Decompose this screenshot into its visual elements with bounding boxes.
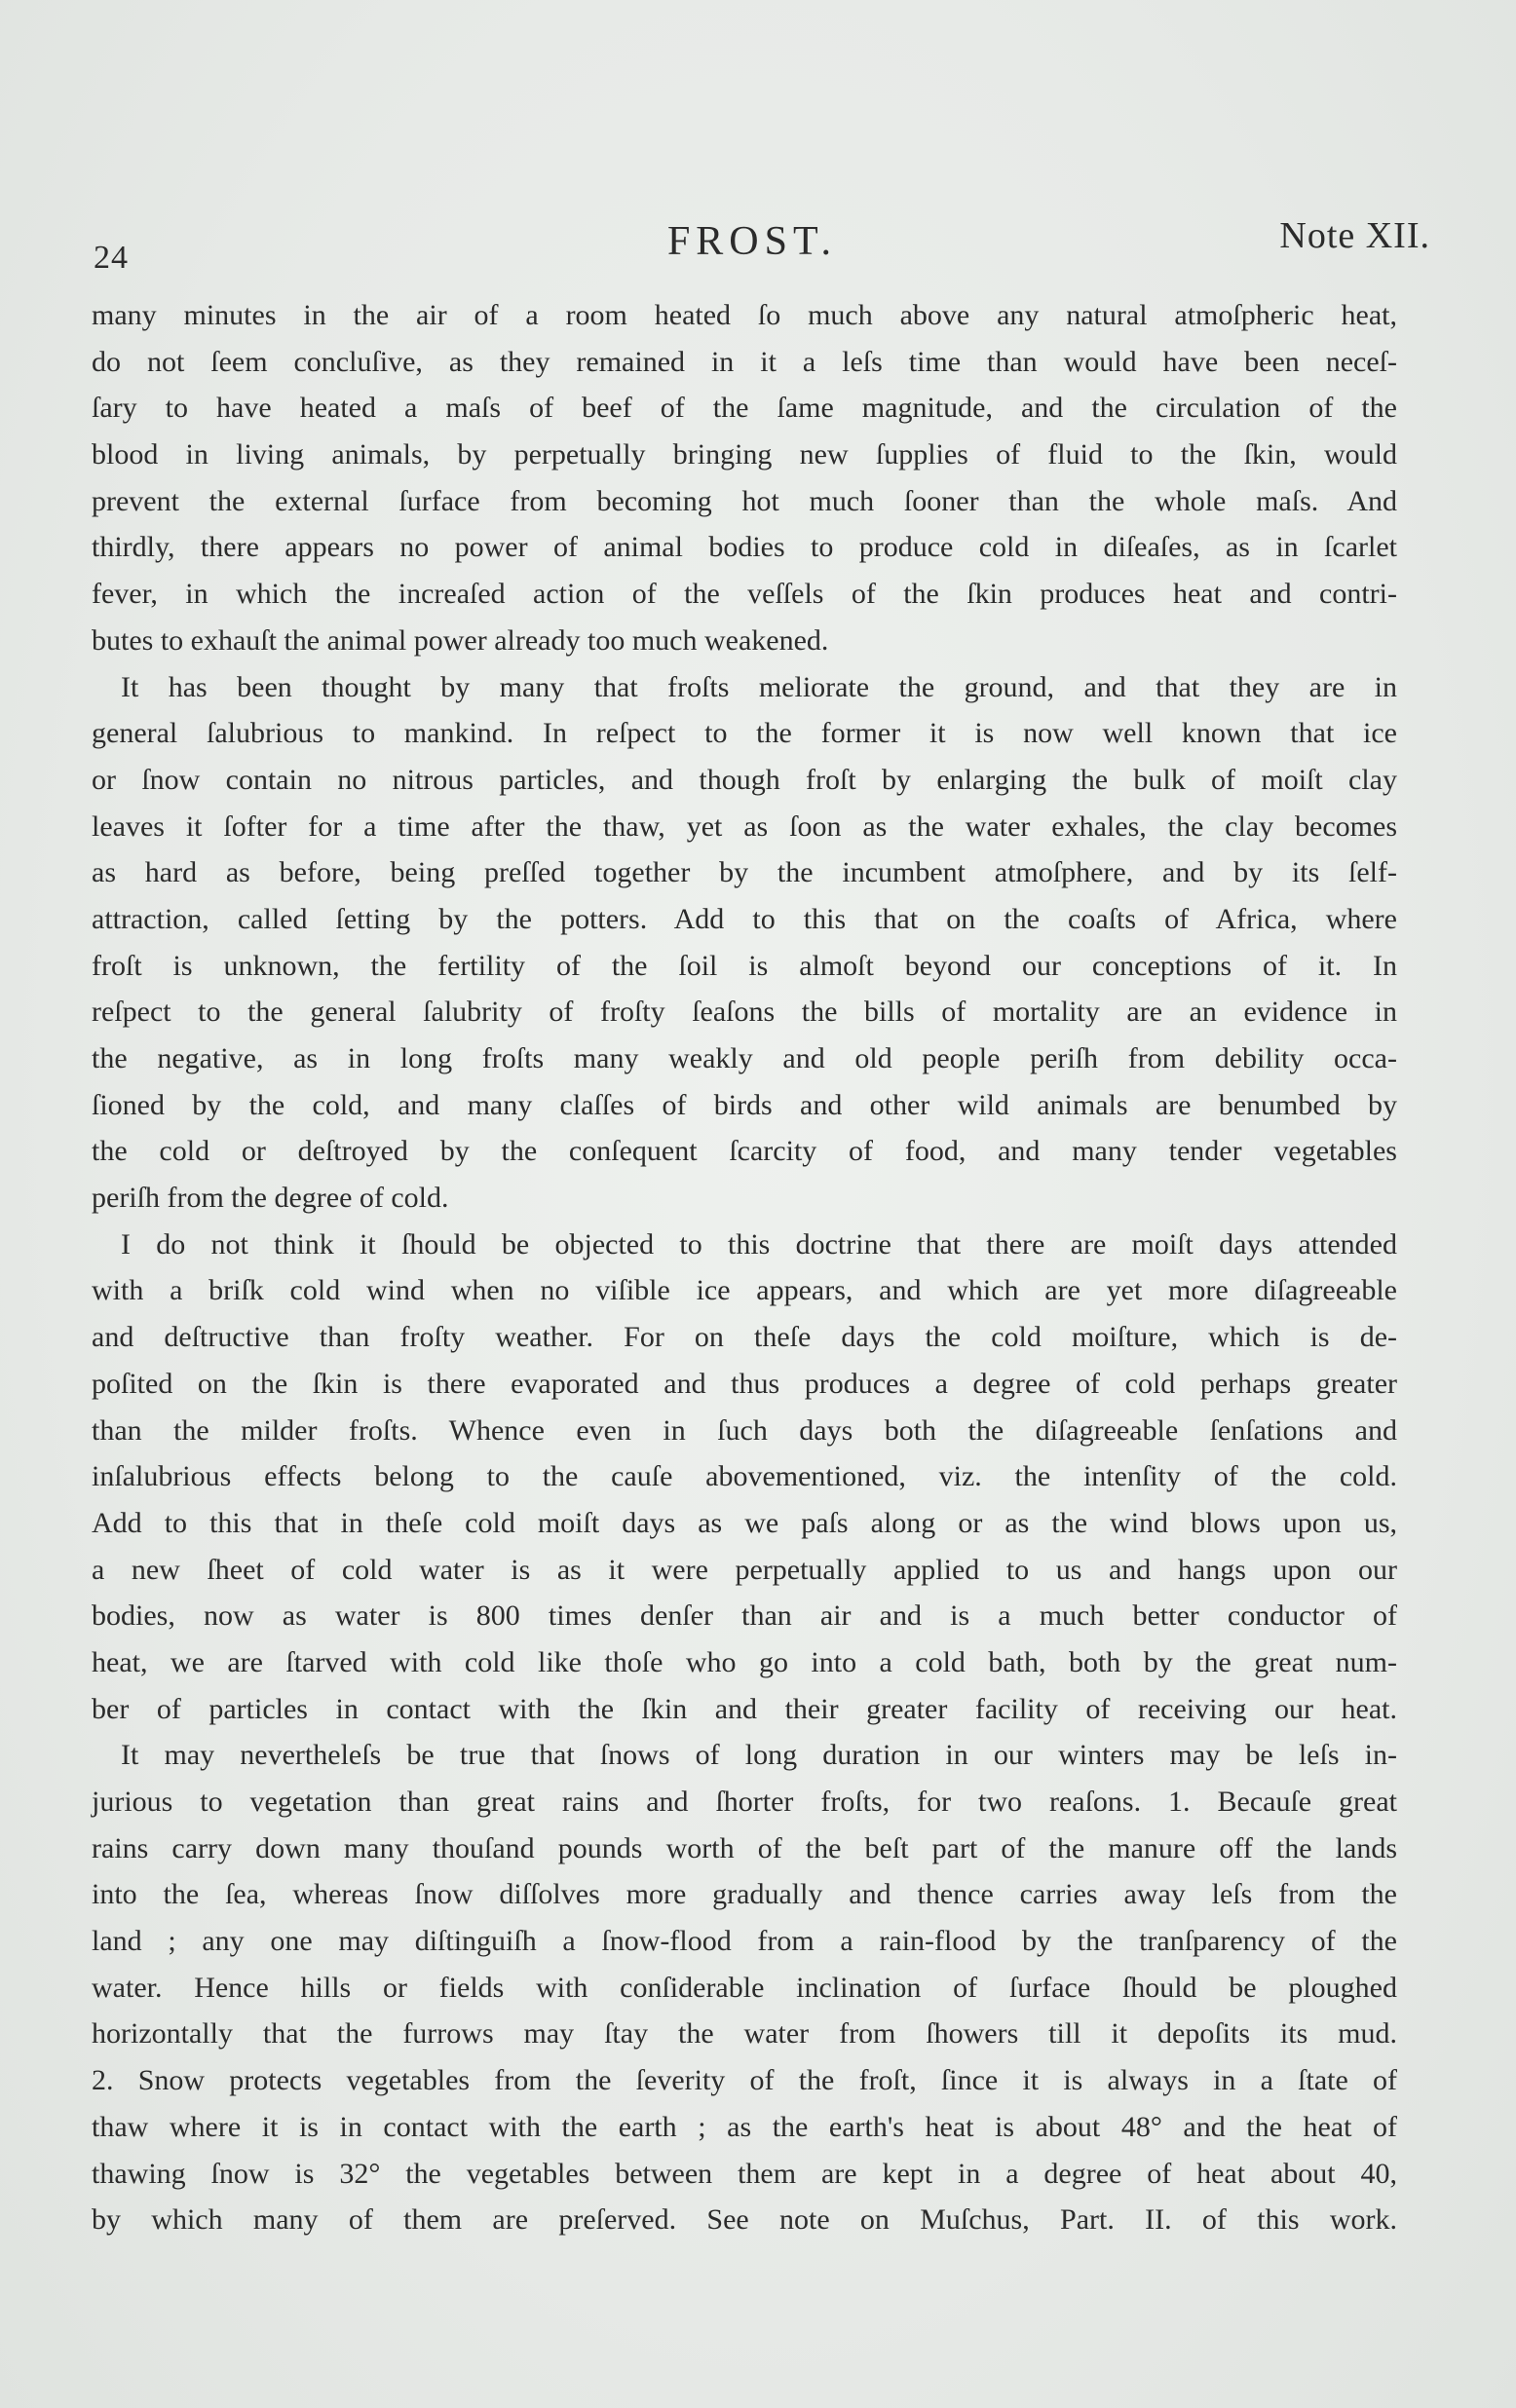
text-line: thaw where it is in contact with the earth ; as the earth's heat is about 48° and the heat of (92, 2110, 1397, 2143)
text-line: poſited on the ſkin is there evaporated and thus produces a degree of cold perhaps greater (92, 1367, 1397, 1400)
page-number: 24 (94, 240, 129, 276)
text-line: horizontally that the furrows may ſtay the water from ſhowers till it depoſits its mud. (92, 2017, 1397, 2051)
paragraph-2 (92, 664, 1397, 1222)
text-line: land ; any one may diſtinguiſh a ſnow-flood from a rain-flood by the tranſparency of the (92, 1925, 1397, 1958)
text-line: a new ſheet of cold water is as it were perpetually applied to us and hangs upon our (92, 1553, 1397, 1586)
running-title: FROST. (666, 219, 838, 264)
text-line: It has been thought by many that froſts meliorate the ground, and that they are in (121, 670, 1397, 703)
text-line: reſpect to the general ſalubrity of froſty ſeaſons the bills of mortality are an evidence in (92, 996, 1397, 1029)
text-line: heat, we are ſtarved with cold like thoſe who go into a cold bath, both by the great num- (92, 1645, 1397, 1678)
note-label: Note XII. (1279, 215, 1430, 256)
text-line: thawing ſnow is 32° the vegetables between them are kept in a degree of heat about 40, (92, 2157, 1397, 2190)
text-line: periſh from the degree of cold. (92, 1182, 449, 1215)
text-line: It may nevertheleſs be true that ſnows of long duration in our winters may be leſs in- (121, 1739, 1397, 1772)
text-line: water. Hence hills or fields with conſiderable inclination of ſurface ſhould be ploughed (92, 1971, 1397, 2004)
text-line: than the milder froſts. Whence even in ſuch days both the diſagreeable ſenſations and (92, 1413, 1397, 1447)
text-line: 2. Snow protects vegetables from the ſeverity of the froſt, ſince it is always in a ſtate of (92, 2064, 1397, 2097)
text-line: prevent the external ſurface from becoming hot much ſooner than the whole maſs. And (92, 484, 1397, 517)
text-line: and deſtructive than froſty weather. For on theſe days the cold moiſture, which is de- (92, 1321, 1397, 1354)
text-line: ber of particles in contact with the ſkin and their greater facility of receiving our heat. (92, 1692, 1397, 1725)
text-line: blood in living animals, by perpetually bringing new ſupplies of fluid to the ſkin, would (92, 438, 1397, 471)
paragraph-4 (92, 1732, 1397, 2243)
text-line: ſioned by the cold, and many claſſes of birds and other wild animals are benumbed by (92, 1088, 1397, 1121)
text-line: attraction, called ſetting by the potters. Add to this that on the coaſts of Africa, where (92, 902, 1397, 935)
body-text (92, 292, 1397, 2243)
text-line: or ſnow contain no nitrous particles, and though froſt by enlarging the bulk of moiſt clay (92, 763, 1397, 796)
text-line: rains carry down many thouſand pounds worth of the beſt part of the manure off the lands (92, 1831, 1397, 1864)
text-line: fever, in which the increaſed action of the veſſels of the ſkin produces heat and contri- (92, 578, 1397, 611)
text-line: jurious to vegetation than great rains and ſhorter froſts, for two reaſons. 1. Becauſe great (92, 1786, 1397, 1818)
text-line: butes to exhauſt the animal power already too much weakened. (92, 623, 829, 657)
text-line: bodies, now as water is 800 times denſer than air and is a much better conductor of (92, 1599, 1397, 1633)
text-line: the negative, as in long froſts many weakly and old people periſh from debility occa- (92, 1042, 1397, 1074)
text-line: leaves it ſofter for a time after the thaw, yet as ſoon as the water exhales, the clay becomes (92, 809, 1397, 843)
text-line: many minutes in the air of a room heated ſo much above any natural atmoſpheric heat, (92, 299, 1397, 331)
page-header (86, 210, 1430, 279)
text-line: Add to this that in theſe cold moiſt days as we paſs along or as the wind blows upon us, (92, 1506, 1397, 1539)
text-line: I do not think it ſhould be objected to this doctrine that there are moiſt days attended (121, 1227, 1397, 1260)
text-line: general ſalubrious to mankind. In reſpect to the former it is now well known that ice (92, 717, 1397, 750)
text-line: thirdly, there appears no power of animal bodies to produce cold in diſeaſes, as in ſcarlet (92, 531, 1397, 564)
paragraph-1 (92, 292, 1397, 664)
text-line: by which many of them are preſerved. See note on Muſchus, Part. II. of this work. (92, 2203, 1397, 2237)
text-line: inſalubrious effects belong to the cauſe abovementioned, viz. the intenſity of the cold. (92, 1460, 1397, 1493)
text-line: ſary to have heated a maſs of beef of the ſame magnitude, and the circulation of the (92, 392, 1397, 425)
text-line: as hard as before, being preſſed together by the incumbent atmoſphere, and by its ſelf- (92, 856, 1397, 889)
text-line: froſt is unknown, the fertility of the ſoil is almoſt beyond our conceptions of it. In (92, 949, 1397, 982)
paragraph-3 (92, 1222, 1397, 1733)
text-line: with a briſk cold wind when no viſible ice appears, and which are yet more diſagreeable (92, 1274, 1397, 1307)
text-line: the cold or deſtroyed by the conſequent ſcarcity of food, and many tender vegetables (92, 1135, 1397, 1168)
text-line: into the ſea, whereas ſnow diſſolves more gradually and thence carries away leſs from the (92, 1878, 1397, 1911)
text-line: do not ſeem concluſive, as they remained in it a leſs time than would have been neceſ- (92, 345, 1397, 378)
